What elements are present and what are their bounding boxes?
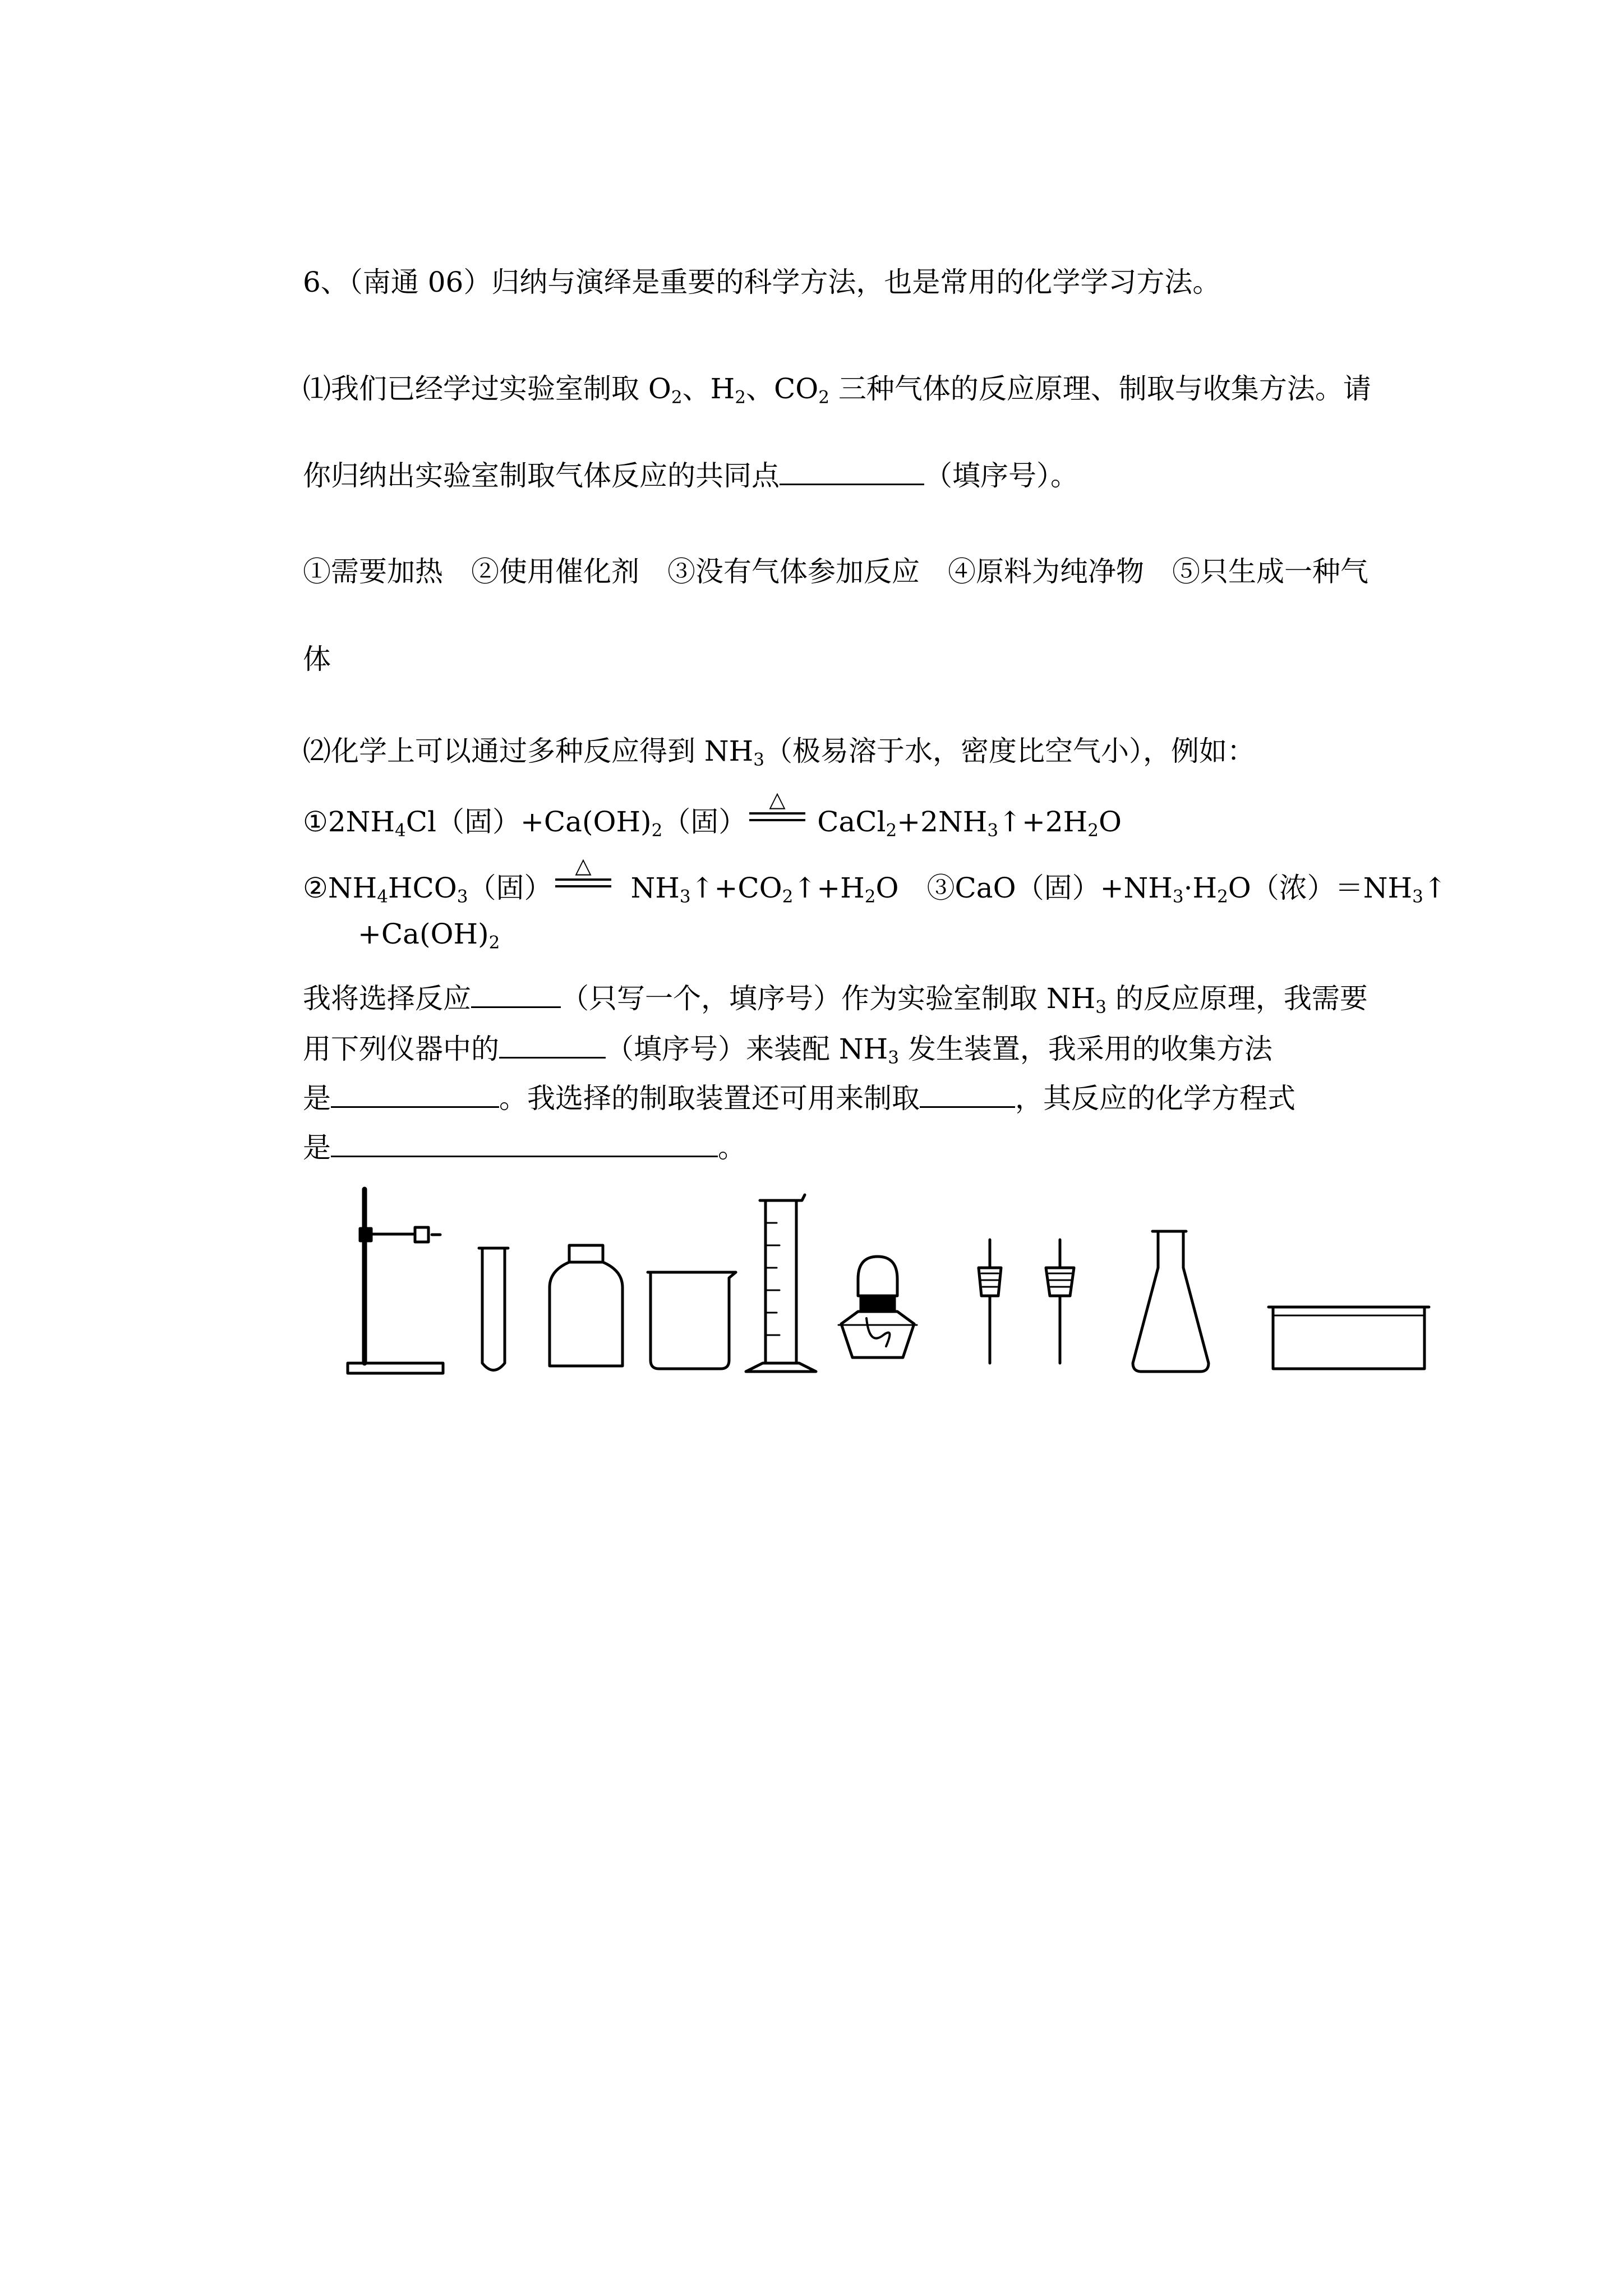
reaction-1: $①2NH_4Cl$（固）$+Ca(OH)_2$（固） △ $CaCl_2+2NH_3↑+2H_2O$ <box>303 787 1122 841</box>
stopper-with-tube-icon <box>1046 1240 1074 1363</box>
heating-arrow <box>552 853 631 904</box>
answer-blank-collection-method[interactable] <box>331 1082 499 1108</box>
question-title: 6、（南通 06）归纳与演绎是重要的科学方法，也是常用的化学学习方法。 <box>303 266 1221 298</box>
question-line-3: 是 。我选择的制取装置还可用来制取 ，其反应的化学方程式 <box>303 1082 1295 1115</box>
gas-bottle-icon <box>550 1245 623 1366</box>
part2-intro: ⑵化学上可以通过多种反应得到 $NH_3$（极易溶于水，密度比空气小），例如： <box>303 735 1255 770</box>
question-line-2: 用下列仪器中的 （填序号）来装配 $NH_3$ 发生装置，我采用的收集方法 <box>303 1033 1272 1068</box>
answer-blank-reaction[interactable] <box>471 982 561 1008</box>
answer-blank-apparatus[interactable] <box>499 1032 606 1059</box>
heating-arrow <box>746 787 808 838</box>
question-line-4: 是 。 <box>303 1131 746 1164</box>
test-tube-icon <box>479 1248 508 1370</box>
answer-blank-equation[interactable] <box>331 1131 718 1157</box>
graduated-cylinder-icon <box>746 1195 816 1372</box>
part1-options-tail: 体 <box>303 643 331 675</box>
reaction-2-3: $②NH_4HCO_3$（固） △ $NH_3↑+CO_2↑+H_2O$ ③CaO（固）$+NH_3\cdot H_2O$（浓）$=NH_3↑$ <box>303 853 1447 907</box>
question-line-1: 我将选择反应 （只写一个，填序号）作为实验室制取 $NH_3$ 的反应原理，我需要 <box>303 982 1368 1018</box>
iron-stand-icon <box>348 1189 443 1373</box>
part1-options: ①需要加热 ②使用催化剂 ③没有气体参加反应 ④原料为纯净物 ⑤只生成一种气 <box>303 555 1368 588</box>
part1-question: 你归纳出实验室制取气体反应的共同点 （填序号）。 <box>303 459 1078 492</box>
heat-triangle-icon: △ <box>769 787 786 812</box>
heat-triangle-icon: △ <box>574 853 592 878</box>
conical-flask-icon <box>1133 1231 1209 1372</box>
beaker-icon <box>648 1272 736 1369</box>
answer-blank-common-points[interactable] <box>780 459 924 485</box>
alcohol-lamp-icon <box>838 1257 917 1358</box>
part1-intro: ⑴我们已经学过实验室制取 $O_2$、$H_2$、$CO_2$ 三种气体的反应原理、制取与收集方法。请 <box>303 372 1371 408</box>
reaction-3-continued: $+Ca(OH)_2$ <box>358 918 500 953</box>
lab-apparatus-row <box>331 1178 1453 1391</box>
trough-icon <box>1269 1307 1429 1369</box>
answer-blank-other-gas[interactable] <box>920 1082 1015 1108</box>
stopper-with-tube-icon <box>979 1240 1001 1363</box>
